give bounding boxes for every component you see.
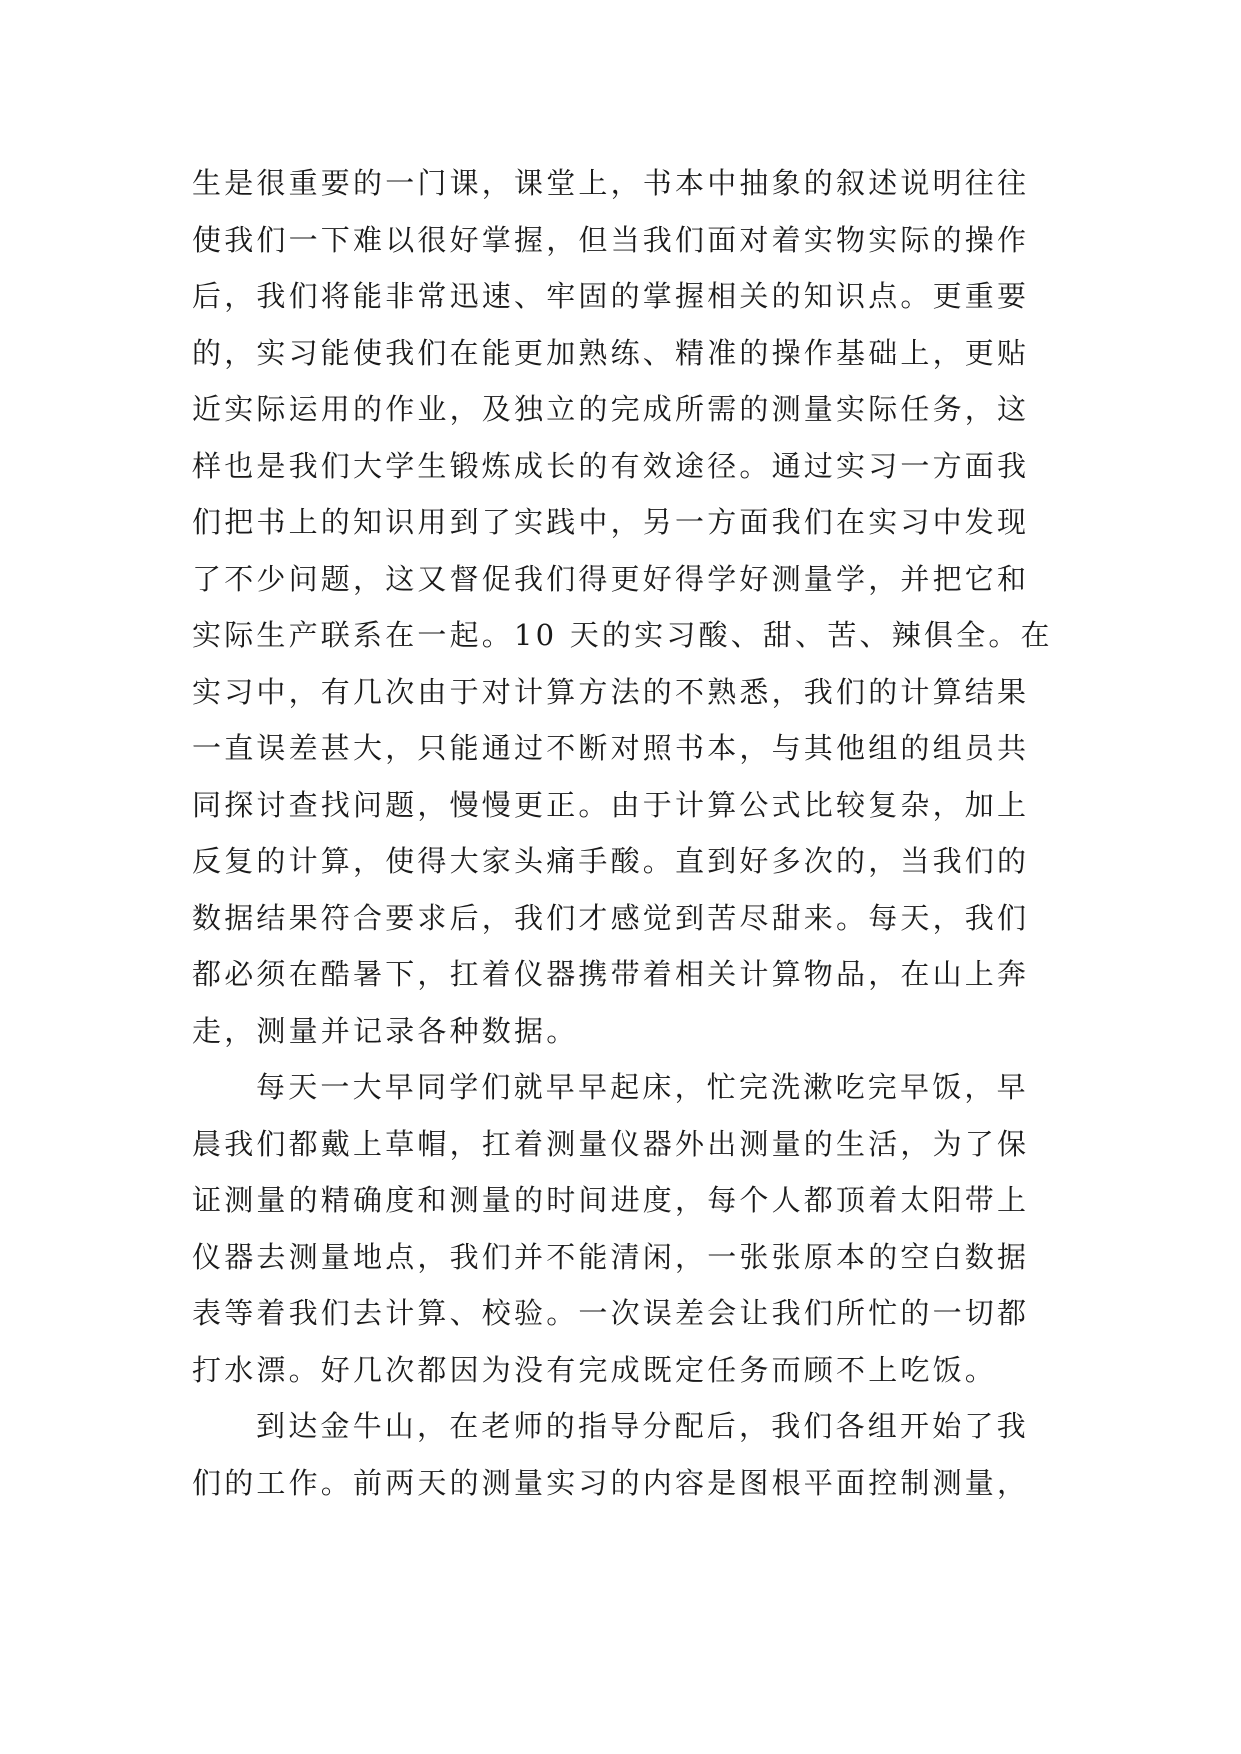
text-line: 们的工作。前两天的测量实习的内容是图根平面控制测量， — [192, 1465, 1030, 1500]
text-line: 表等着我们去计算、校验。一次误差会让我们所忙的一切都 — [192, 1296, 1030, 1330]
text-line: 使我们一下难以很好掌握，但当我们面对着实物实际的操作 — [192, 222, 1030, 257]
body-text — [192, 155, 1072, 1511]
text-line: 走，测量并记录各种数据。 — [192, 1013, 579, 1048]
text-line: 仪器去测量地点，我们并不能清闲，一张张原本的空白数据 — [192, 1239, 1030, 1274]
text-line: 晨我们都戴上草帽，扛着测量仪器外出测量的生活，为了保 — [192, 1126, 1030, 1161]
text-line: 样也是我们大学生锻炼成长的有效途径。通过实习一方面我 — [192, 448, 1030, 483]
text-line: 都必须在酷暑下，扛着仪器携带着相关计算物品，在山上奔 — [192, 957, 1030, 991]
text-line: 了不少问题，这又督促我们得更好得学好测量学，并把它和 — [192, 561, 1030, 596]
text-line: 后，我们将能非常迅速、牢固的掌握相关的知识点。更重要 — [192, 279, 1030, 313]
text-line: 实习中，有几次由于对计算方法的不熟悉，我们的计算结果 — [192, 674, 1030, 709]
text-line: 反复的计算，使得大家头痛手酸。直到好多次的，当我们的 — [192, 844, 1030, 878]
text-line: 一直误差甚大，只能通过不断对照书本，与其他组的组员共 — [192, 731, 1030, 765]
text-line: 生是很重要的一门课，课堂上，书本中抽象的叙述说明往往 — [192, 166, 1030, 200]
text-line: 数据结果符合要求后，我们才感觉到苦尽甜来。每天，我们 — [192, 900, 1030, 935]
text-line: 同探讨查找问题，慢慢更正。由于计算公式比较复杂，加上 — [192, 787, 1030, 822]
text-line: 实际生产联系在一起。10 天的实习酸、甜、苦、辣俱全。在 — [192, 618, 1053, 652]
text-line: 证测量的精确度和测量的时间进度，每个人都顶着太阳带上 — [192, 1183, 1030, 1217]
text-line: 的，实习能使我们在能更加熟练、精准的操作基础上，更贴 — [192, 335, 1030, 370]
text-line: 们把书上的知识用到了实践中，另一方面我们在实习中发现 — [192, 505, 1030, 539]
text-line: 打水漂。好几次都因为没有完成既定任务而顾不上吃饭。 — [192, 1352, 998, 1387]
paragraph-start-line: 每天一大早同学们就早早起床，忙完洗漱吃完早饭，早 — [256, 1070, 1029, 1104]
text-line: 近实际运用的作业，及独立的完成所需的测量实际任务，这 — [192, 392, 1030, 426]
paragraph-start-line: 到达金牛山，在老师的指导分配后，我们各组开始了我 — [256, 1409, 1029, 1443]
